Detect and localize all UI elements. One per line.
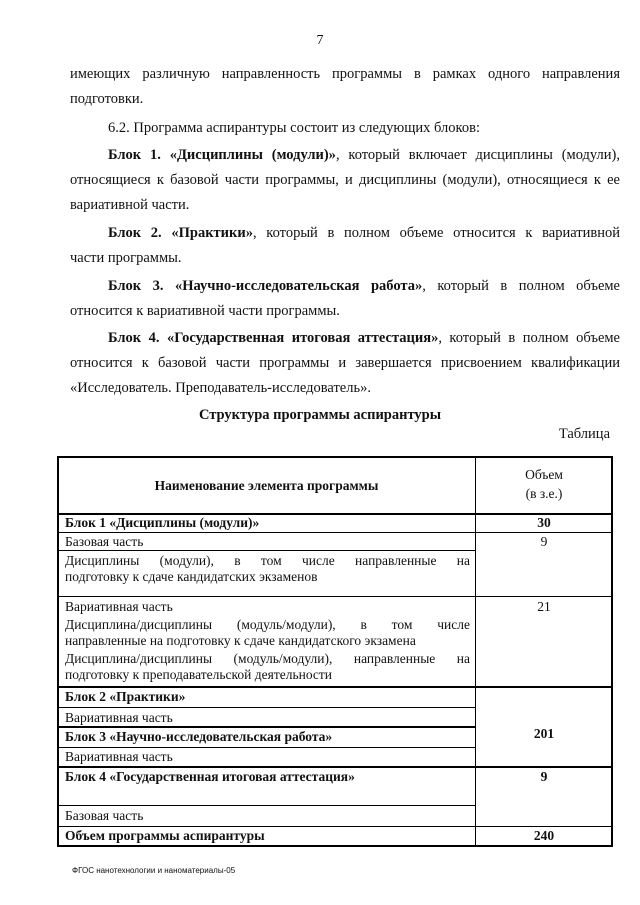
row-divider [57,707,475,708]
text-line: имеющих различную направленность программы в рамках одного направления [70,66,620,82]
row-divider [57,826,613,827]
row-divider [57,766,613,768]
text-line: 6.2. Программа аспирантуры состоит из следующих блоков: [108,120,480,136]
table-label: Таблица [558,426,610,442]
text-line: «Исследователь. Преподаватель-исследователь». [70,380,371,396]
footer-text: ФГОС нанотехнологии и наноматериалы-05 [72,866,236,875]
paragraph-block-4 [70,326,620,401]
block-1-heading: Блок 1. «Дисциплины (модули)» [108,147,336,163]
text-line: подготовки. [70,91,144,107]
base-desc-cell: Дисциплины (модули), в том числе направленные на подготовку к сдаче кандидатских экзаменов [65,553,470,584]
text-line: относящиеся к базовой части программы, и дисциплины (модули), относящиеся к ее [70,172,620,188]
var-value-cell: 21 [537,599,551,614]
table-border-bottom [57,845,613,847]
block-2-3-value-cell: 201 [533,726,555,741]
base-value-cell: 9 [540,534,548,549]
block-1-value-cell: 30 [537,515,551,530]
header-name-cell: Наименование элемента программы [154,478,379,493]
paragraph-block-1 [70,143,620,218]
block-2-title-cell: Блок 2 «Практики» [65,689,186,704]
paragraph-continuation [70,62,620,112]
row-divider [57,532,613,533]
block-3-title-cell: Блок 3 «Научно-исследовательская работа» [65,729,333,744]
block-4-sub-cell: Базовая часть [65,808,144,823]
block-3-heading: Блок 3. «Научно-исследовательская работа» [108,278,423,294]
block-2-heading: Блок 2. «Практики» [108,225,253,241]
table-border-top [57,456,613,458]
text-line: Блок 3. «Научно-исследовательская работа», который в полном объеме [108,278,620,294]
text-line: вариативной части. [70,197,190,213]
total-label-cell: Объем программы аспирантуры [65,828,265,843]
text-line: относится к базовой части программы и завершается присвоением квалификации [70,355,620,371]
block-3-sub-cell: Вариативная часть [65,749,173,764]
table-title: Структура программы аспирантуры [198,407,442,423]
var-desc-cell: Дисциплина/дисциплины (модуль/модули), в том числе направленные на подготовку к сдаче кандидатского экзамена Дисциплина/дисциплины (модуль/модули), направленные на подготовку к преподавательской деятельности [65,617,470,682]
text-line: Блок 4. «Государственная итоговая аттестация», который в полном объеме [108,330,620,346]
row-divider [57,686,613,688]
block-1-title-cell: Блок 1 «Дисциплины (модули)» [65,515,260,530]
block-4-heading: Блок 4. «Государственная итоговая аттестация» [108,330,439,346]
text-line: относится к вариативной части программы. [70,303,340,319]
var-part-cell: Вариативная часть [65,599,173,614]
row-divider [57,805,475,806]
paragraph-block-2 [70,221,620,271]
row-divider [57,726,475,728]
paragraph-block-3 [70,274,620,324]
paragraph-blocks-intro [70,116,620,141]
row-divider [57,747,475,748]
block-4-value-cell: 9 [540,769,548,784]
row-divider [57,596,613,597]
block-2-sub-cell: Вариативная часть [65,710,173,725]
text-line: Блок 1. «Дисциплины (модули)», который включает дисциплины (модули), [108,147,620,163]
row-divider [57,550,475,551]
text-line: Блок 2. «Практики», который в полном объеме относится к вариативной [108,225,620,241]
page-number: 7 [316,33,324,48]
header-volume-cell: Объем (в з.е.) [525,467,563,501]
text-line: части программы. [70,250,182,266]
total-value-cell: 240 [533,828,555,843]
base-part-cell: Базовая часть [65,534,144,549]
block-4-title-cell: Блок 4 «Государственная итоговая аттестация» [65,769,355,784]
